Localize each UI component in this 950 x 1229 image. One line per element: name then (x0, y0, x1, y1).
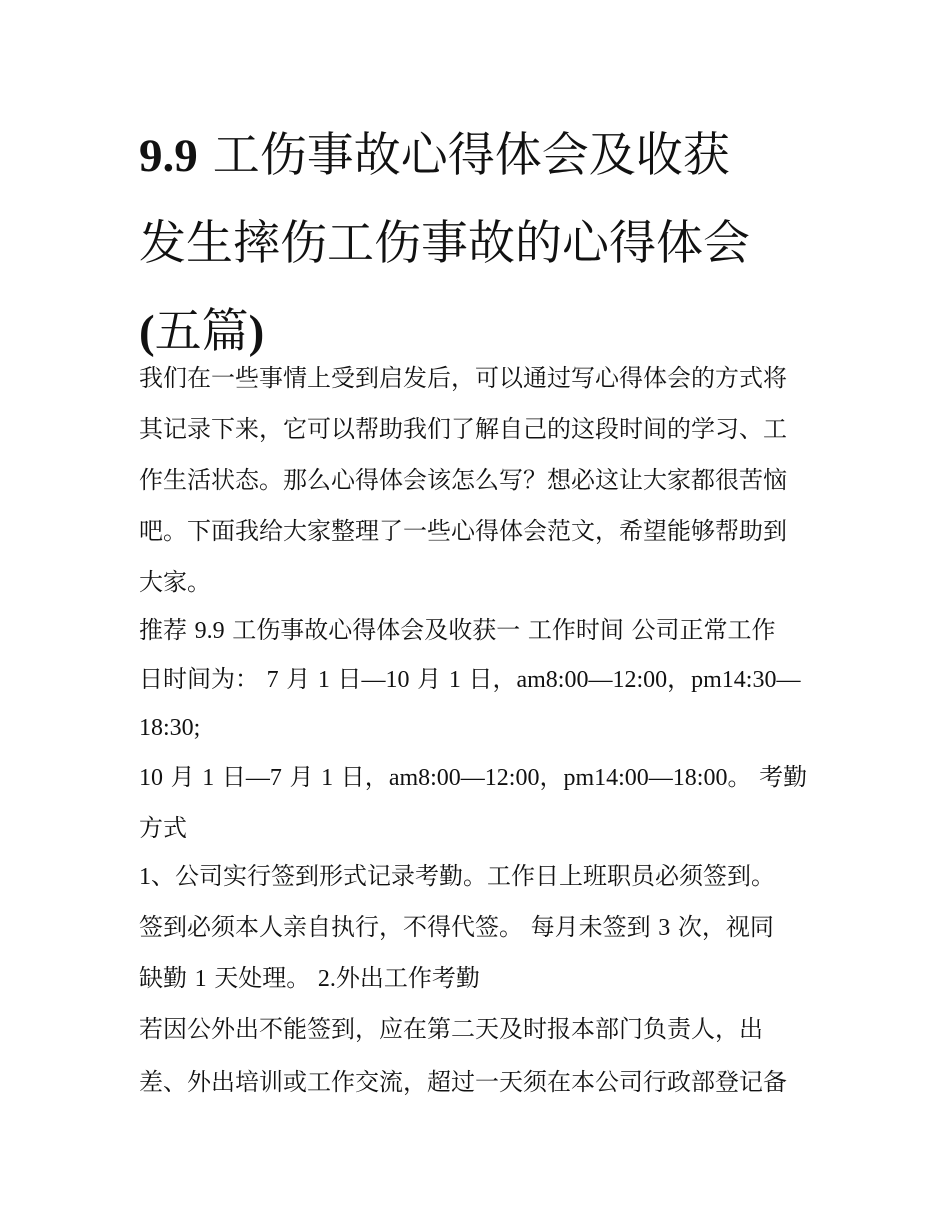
rule-line: 差、外出培训或工作交流，超过一天须在本公司行政部登记备 (139, 1068, 787, 1096)
schedule-paragraph (139, 752, 839, 853)
intro-line: 大家。 (139, 568, 211, 596)
title-line-3: (五篇) (139, 304, 265, 359)
rule-1-paragraph (139, 851, 839, 1004)
title-number: 9.9 (139, 130, 198, 182)
recommend-line: 18:30; (139, 715, 201, 741)
rule-2-paragraph (139, 1003, 839, 1109)
recommend-line: 日时间为： 7 月 1 日—10 月 1 日，am8:00—12:00，pm14:30— (139, 665, 801, 693)
recommend-line: 推荐 9.9 工伤事故心得体会及收获一 工作时间 公司正常工作 (139, 616, 776, 644)
intro-line: 其记录下来，它可以帮助我们了解自己的这段时间的学习、工 (139, 415, 787, 443)
intro-line: 我们在一些事情上受到启发后，可以通过写心得体会的方式将 (139, 364, 787, 392)
rule-line: 1、公司实行签到形式记录考勤。工作日上班职员必须签到。 (139, 862, 775, 890)
rule-line: 签到必须本人亲自执行，不得代签。 每月未签到 3 次，视同 (139, 913, 774, 941)
recommend-paragraph (139, 606, 839, 752)
schedule-line: 10 月 1 日—7 月 1 日，am8:00—12:00，pm14:00—18:00。 考勤 (139, 763, 808, 791)
title-line-1-text: 工伤事故心得体会及收获 (197, 128, 730, 183)
page-title (139, 112, 839, 376)
intro-paragraph (139, 353, 839, 608)
intro-line: 作生活状态。那么心得体会该怎么写？想必这让大家都很苦恼 (139, 466, 787, 494)
title-line-2: 发生摔伤工伤事故的心得体会 (139, 216, 750, 271)
title-line-1 (139, 112, 839, 200)
rule-line: 缺勤 1 天处理。 2.外出工作考勤 (139, 964, 480, 992)
intro-line: 吧。下面我给大家整理了一些心得体会范文，希望能够帮助到 (139, 517, 787, 545)
schedule-line: 方式 (139, 814, 187, 842)
rule-line: 若因公外出不能签到，应在第二天及时报本部门负责人，出 (139, 1015, 763, 1043)
